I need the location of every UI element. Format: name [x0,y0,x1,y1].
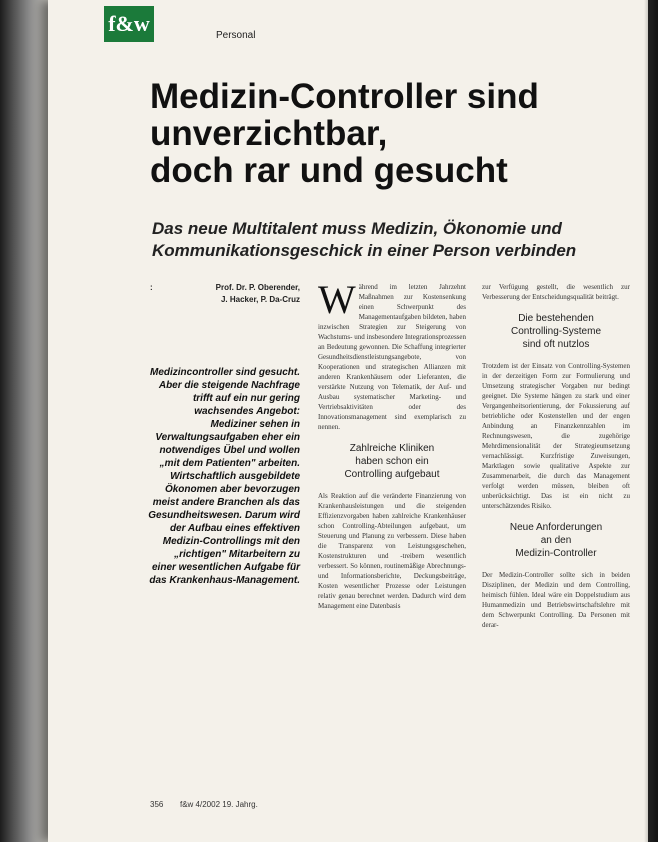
article-subtitle [152,218,642,262]
paragraph: zur Verfügung gestellt, die wesentlich zur Verbesserung der Entscheidungsqualität beiträgt. [482,283,630,301]
subheading-line: Die bestehenden [518,313,594,324]
magazine-logo: f&w [104,6,154,42]
subheading [318,442,466,481]
subheading-line: an den [540,535,572,546]
paragraph: Als Reaktion auf die veränderte Finanzierung von Krankenhausleistungen und die steigenden Effizienzvorgaben haben zahlreiche Krankenhäuser schon Controlling-Abteilungen aufgebaut, um Steuerung und Planung zu verbessern. Diese haben die Transparenz von Leistungsgeschehen, Kostenstrukturen und -treibern wesentlich verbessert. So können, routinemäßige Abrechnungs- und Informationsberichte, Deckungsbeiträge, Kosten wesentlicher Prozesse oder Leistungen relativ genau berechnet werden. Dadurch wird dem Management eine Datenbasis [318,492,466,610]
title-line: doch rar und gesucht [150,151,508,190]
subtitle-line: Das neue Multitalent muss Medizin, Ökonomie und [152,219,562,238]
page-number: 356 [150,800,164,809]
author-line: J. Hacker, P. Da-Cruz [220,295,300,304]
subheading [482,521,630,560]
paragraph-text: ährend im letzten Jahrzehnt Maßnahmen zur Kostensenkung einen Schwerpunkt des Managementaufgaben bildeten, haben inzwischen Strategien zur Steigerung von Wachstums- und insbesondere Integrationsprozessen an Bedeutung gewonnen. Die Schaffung integrierter Gesundheitsdienstleistungsangebote, von Kooperationen und strategischen Allianzen mit anderen Krankenhäusern oder Lieferanten, die verstärkte Nutzung von Telematik, der Auf- und Ausbau systematischer Marketing- und Vertriebsaktivitäten oder des Innovationsmanagement sind exemplarisch zu nennen. [318,283,466,431]
subtitle-line: Kommunikationsgeschick in einer Person verbinden [152,241,577,260]
section-label: Personal [216,30,256,41]
title-line: unverzichtbar, [150,114,388,153]
subheading-line: sind oft nutzlos [522,339,590,350]
byline-bullet: : [150,283,153,292]
paragraph: Der Medizin-Controller sollte sich in beiden Disziplinen, der Medizin und dem Controlling, heimisch fühlen. Ideal wäre ein Doppelstudium aus Humanmedizin und Betriebswirtschaftslehre mit dem Schwerpunkt Controlling. Da Personen mit derar- [482,571,630,629]
paragraph: Trotzdem ist der Einsatz von Controlling-Systemen in der derzeitigen Form zur Formulierung und Umsetzung strategischer Vorgaben nur bedingt geeignet. Die Systeme hängen zu stark und einer Vergangenheitsorientierung, der Fokussierung auf betriebliche oder Kostenstellen und der engen Anbindung an Finanzkennzahlen im Rechnungswesen, die zugehörige Mehrdimensionalität der Strategieumsetzung vernachlässigt. Kurzfristige Zuweisungen, Marktlagen sowie qualitative Aspekte zur Zusammenarbeit, die durch das Management verfolgt werden müssen, bleiben oft unberücksichtigt. Das ist ein nicht zu unterschätzendes Risiko. [482,362,630,510]
subheading-line: Zahlreiche Kliniken [349,443,435,454]
title-line: Medizin-Controller sind [150,77,539,116]
body-column-2 [482,282,630,630]
drop-cap: W [318,277,356,322]
paragraph [318,277,466,432]
body-column-1 [318,277,466,611]
book-spine [0,0,48,842]
subheading-line: Controlling-Systeme [510,326,602,337]
subheading-line: Neue Anforderungen [509,522,603,533]
page-edge-shadow [644,0,658,842]
subheading-line: haben schon ein [355,456,429,467]
author-byline [150,282,300,306]
journal-issue: f&w 4/2002 19. Jahrg. [180,800,258,809]
subheading-line: Medizin-Controller [515,548,597,559]
article-title [150,78,620,189]
subheading [482,312,630,351]
lead-paragraph: Medizincontroller sind gesucht. Aber die steigende Nachfrage trifft auf ein nur gering wachsendes Angebot: Mediziner sehen in Verwaltungsaufgaben eher ein notwendiges Übel und wollen „mit dem Patienten" arbeiten. Wirtschaftlich ausgebildete Ökonomen aber bevorzugen meist andere Branchen als das Gesundheitswesen. Darum wird der Aufbau eines effektiven Medizin-Controllings mit den „richtigen" Mitarbeitern zu einer wesentlichen Aufgabe für das Krankenhaus-Management. [148,367,300,586]
subheading-line: Controlling aufgebaut [344,469,440,480]
author-line: Prof. Dr. P. Oberender, [215,283,300,292]
